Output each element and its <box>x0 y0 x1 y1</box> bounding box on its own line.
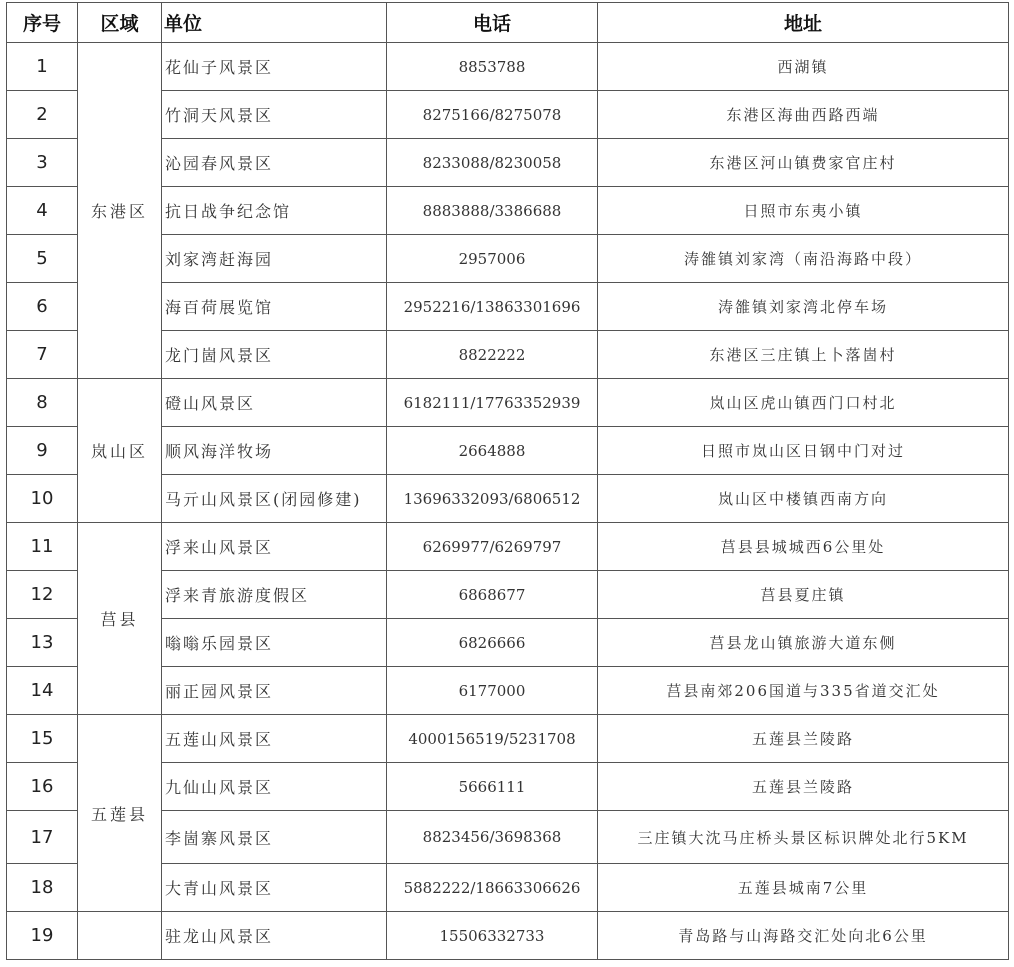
row-phone: 8883888/3386688 <box>387 187 598 235</box>
row-phone: 8823456/3698368 <box>387 811 598 864</box>
header-phone: 电话 <box>387 3 598 43</box>
row-seq: 9 <box>7 427 78 475</box>
row-seq: 10 <box>7 475 78 523</box>
row-address: 莒县南郊206国道与335省道交汇处 <box>598 667 1009 715</box>
region-wulian: 五莲县 <box>78 715 162 912</box>
row-phone: 8275166/8275078 <box>387 91 598 139</box>
row-phone: 6177000 <box>387 667 598 715</box>
header-address: 地址 <box>598 3 1009 43</box>
row-unit: 九仙山风景区 <box>162 763 387 811</box>
row-unit: 刘家湾赶海园 <box>162 235 387 283</box>
row-phone: 13696332093/6806512 <box>387 475 598 523</box>
row-seq: 5 <box>7 235 78 283</box>
row-address: 莒县夏庄镇 <box>598 571 1009 619</box>
row-seq: 4 <box>7 187 78 235</box>
row-address: 东港区河山镇费家官庄村 <box>598 139 1009 187</box>
scenic-spots-table <box>6 2 1009 960</box>
header-seq: 序号 <box>7 3 78 43</box>
row-seq: 14 <box>7 667 78 715</box>
row-seq: 19 <box>7 912 78 960</box>
row-unit: 丽正园风景区 <box>162 667 387 715</box>
row-address: 五莲县城南7公里 <box>598 864 1009 912</box>
row-phone: 15506332733 <box>387 912 598 960</box>
row-address: 东港区海曲西路西端 <box>598 91 1009 139</box>
row-seq: 15 <box>7 715 78 763</box>
row-seq: 3 <box>7 139 78 187</box>
row-phone: 6868677 <box>387 571 598 619</box>
row-seq: 7 <box>7 331 78 379</box>
row-unit: 抗日战争纪念馆 <box>162 187 387 235</box>
row-address: 岚山区中楼镇西南方向 <box>598 475 1009 523</box>
row-unit: 驻龙山风景区 <box>162 912 387 960</box>
row-phone: 2957006 <box>387 235 598 283</box>
row-unit: 五莲山风景区 <box>162 715 387 763</box>
header-row <box>7 3 1009 43</box>
header-region: 区域 <box>78 3 162 43</box>
row-unit: 马亓山风景区(闭园修建) <box>162 475 387 523</box>
table-row <box>7 715 1009 763</box>
row-address: 五莲县兰陵路 <box>598 763 1009 811</box>
row-address: 涛雒镇刘家湾（南沿海路中段） <box>598 235 1009 283</box>
row-unit: 磴山风景区 <box>162 379 387 427</box>
table-row <box>7 912 1009 960</box>
row-unit: 顺风海洋牧场 <box>162 427 387 475</box>
region-empty <box>78 912 162 960</box>
row-address: 青岛路与山海路交汇处向北6公里 <box>598 912 1009 960</box>
row-address: 岚山区虎山镇西门口村北 <box>598 379 1009 427</box>
table-row <box>7 43 1009 91</box>
row-unit: 龙门崮风景区 <box>162 331 387 379</box>
table-row <box>7 379 1009 427</box>
row-phone: 2952216/13863301696 <box>387 283 598 331</box>
row-address: 莒县县城城西6公里处 <box>598 523 1009 571</box>
row-seq: 6 <box>7 283 78 331</box>
row-seq: 16 <box>7 763 78 811</box>
row-address: 东港区三庄镇上卜落崮村 <box>598 331 1009 379</box>
row-phone: 6269977/6269797 <box>387 523 598 571</box>
row-unit: 大青山风景区 <box>162 864 387 912</box>
row-seq: 2 <box>7 91 78 139</box>
row-seq: 13 <box>7 619 78 667</box>
row-unit: 浮来青旅游度假区 <box>162 571 387 619</box>
row-seq: 17 <box>7 811 78 864</box>
row-phone: 6826666 <box>387 619 598 667</box>
row-phone: 2664888 <box>387 427 598 475</box>
row-seq: 1 <box>7 43 78 91</box>
region-donggang: 东港区 <box>78 43 162 379</box>
row-unit: 嗡嗡乐园景区 <box>162 619 387 667</box>
row-unit: 浮来山风景区 <box>162 523 387 571</box>
row-phone: 5882222/18663306626 <box>387 864 598 912</box>
row-address: 莒县龙山镇旅游大道东侧 <box>598 619 1009 667</box>
row-unit: 沁园春风景区 <box>162 139 387 187</box>
region-lanshan: 岚山区 <box>78 379 162 523</box>
row-address: 西湖镇 <box>598 43 1009 91</box>
row-phone: 8822222 <box>387 331 598 379</box>
row-address: 日照市东夷小镇 <box>598 187 1009 235</box>
row-phone: 8233088/8230058 <box>387 139 598 187</box>
row-unit: 花仙子风景区 <box>162 43 387 91</box>
row-address: 三庄镇大沈马庄桥头景区标识牌处北行5KM <box>598 811 1009 864</box>
row-unit: 海百荷展览馆 <box>162 283 387 331</box>
row-phone: 6182111/17763352939 <box>387 379 598 427</box>
row-seq: 12 <box>7 571 78 619</box>
row-address: 五莲县兰陵路 <box>598 715 1009 763</box>
row-unit: 李崮寨风景区 <box>162 811 387 864</box>
row-phone: 8853788 <box>387 43 598 91</box>
row-phone: 4000156519/5231708 <box>387 715 598 763</box>
row-seq: 18 <box>7 864 78 912</box>
row-phone: 5666111 <box>387 763 598 811</box>
row-seq: 8 <box>7 379 78 427</box>
row-seq: 11 <box>7 523 78 571</box>
region-juxian: 莒县 <box>78 523 162 715</box>
header-unit: 单位 <box>162 3 387 43</box>
table-row <box>7 523 1009 571</box>
row-address: 涛雒镇刘家湾北停车场 <box>598 283 1009 331</box>
row-address: 日照市岚山区日钢中门对过 <box>598 427 1009 475</box>
row-unit: 竹洞天风景区 <box>162 91 387 139</box>
